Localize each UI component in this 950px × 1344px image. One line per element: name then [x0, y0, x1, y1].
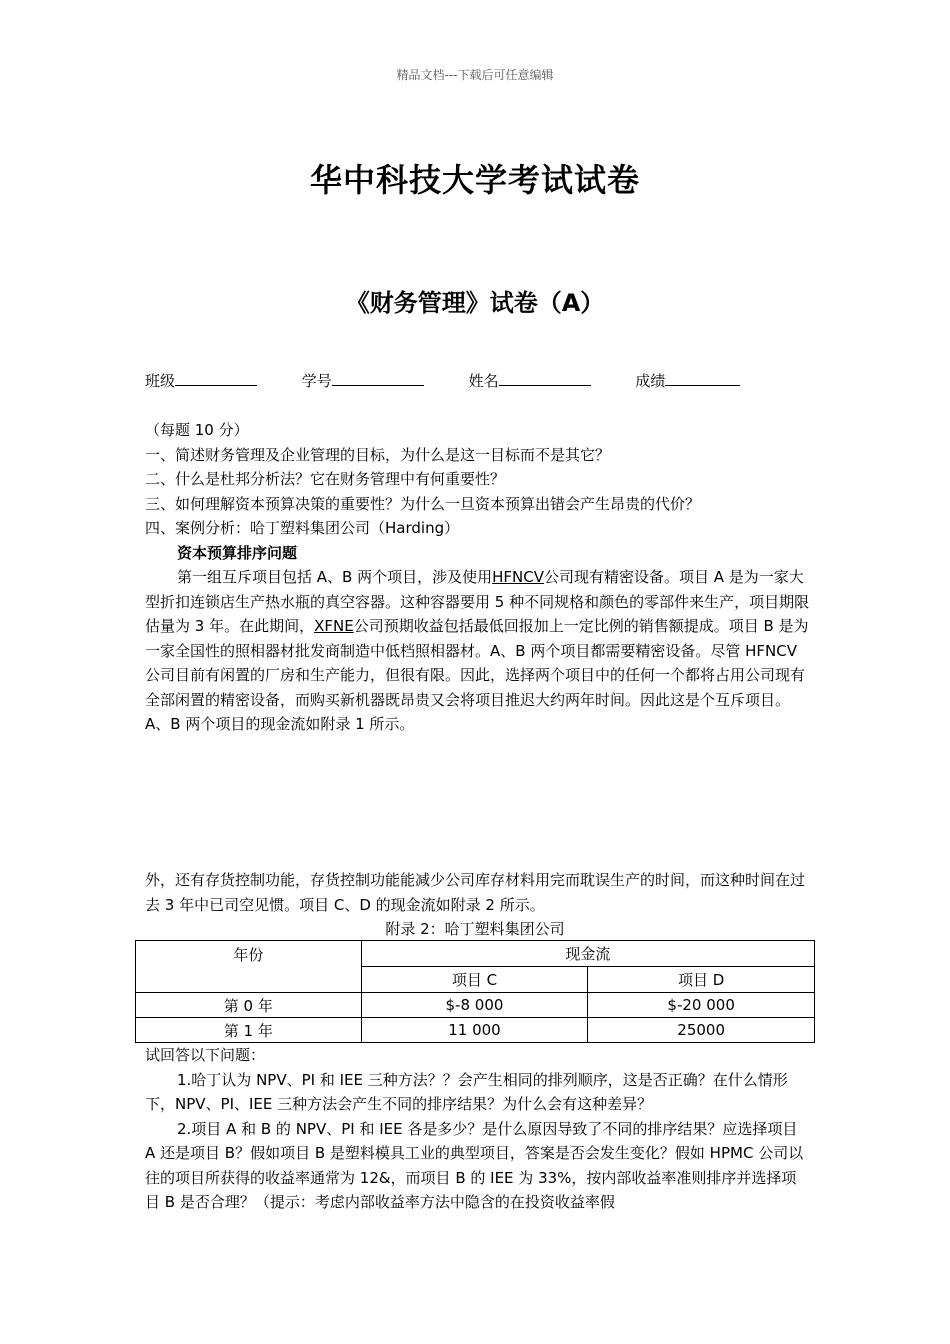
case-paragraph: 第一组互斥项目包括 A、B 两个项目，涉及使用HFNCV公司现有精密设备。项目 A 是为一家大型折扣连锁店生产热水瓶的真空容器。这种容器要用 5 种不同规格和颜色的零部件来生产，项目期限估量为 3 年。在此期间，XFNE公司预期收益包括最低回报加上一定比例的销售额提成。项目 B 是为一家全国性的照相器材批发商制造中低档照相器材。A、B 两个项目都需要精密设备。尽管 HFNCV 公司目前有闲置的厂房和生产能力，但很有限。因此，选择两个项目中的任何一个都将占用公司现有全部闲置的精密设备，而购买新机器既昂贵又会将项目推迟大约两年时间。因此这是个互斥项目。A、B 两个项目的现金流如附录 1 所示。	[145, 568, 810, 733]
main-title: 华中科技大学考试试卷	[309, 161, 640, 199]
answer-question-2: 2.项目 A 和 B 的 NPV、PI 和 IEE 各是多少？是什么原因导致了不同的排序结果？应选择项目 A 还是项目 B？假如项目 B 是塑料模具工业的典型项目，答案是否会发生变化？假如 HPMC 公司以往的项目所获得的收益率通常为 12&，而项目 B 的 IEE 为 33%，按内部收益率准则排序并选择项目 B 是否合理？（提示：考虑内部收益率方法中隐含的在投资收益率假	[145, 1119, 804, 1211]
cashflow-header: 现金流	[361, 941, 814, 967]
answer-question-1: 1.哈丁认为 NPV、PI 和 IEE 三种方法？？会产生相同的排列顺序，这是否正确？在什么情形下，NPV、PI、IEE 三种方法会产生不同的排序结果？为什么会有这种差异？	[145, 1070, 788, 1113]
case-heading: 资本预算排序问题	[177, 543, 298, 562]
company-name-xfne: XFNE	[314, 617, 354, 635]
sub-title: 《财务管理》试卷（A）	[345, 289, 605, 317]
name-field[interactable]: 姓名	[469, 370, 591, 391]
score-field[interactable]: 成绩	[635, 370, 740, 391]
project-d-header: 项目 D	[588, 967, 815, 993]
answer-intro: 试回答以下问题：	[145, 1046, 266, 1064]
class-field[interactable]: 班级	[145, 370, 257, 391]
header-note: 精品文档---下载后可任意编辑	[396, 68, 554, 82]
table-row: 第 0 年 $-8 000 $-20 000	[136, 993, 815, 1018]
score-note: （每题 10 分）	[145, 421, 249, 439]
answers-section	[145, 1043, 810, 1215]
table-caption: 附录 2：哈丁塑料集团公司	[385, 920, 565, 938]
name-blank	[499, 371, 591, 386]
question-3: 三、如何理解资本预算决策的重要性？为什么一旦资本预算出错会产生昂贵的代价？	[145, 494, 701, 513]
question-1: 一、简述财务管理及企业管理的目标，为什么是这一目标而不是其它？	[145, 445, 611, 464]
student-info-fields	[145, 370, 780, 391]
class-blank	[175, 371, 257, 386]
company-name-hfncv: HFNCV	[492, 568, 544, 586]
table-row: 第 1 年 11 000 25000	[136, 1018, 815, 1043]
question-2: 二、什么是杜邦分析法？它在财务管理中有何重要性？	[145, 470, 506, 488]
question-4: 四、案例分析：哈丁塑料集团公司（Harding）	[145, 519, 460, 537]
year-header: 年份	[136, 941, 362, 993]
continuation-text: 外，还有存货控制功能，存货控制功能能减少公司库存材料用完而耽误生产的时间，而这种时间在过去 3 年中已司空见惯。项目 C、D 的现金流如附录 2 所示。	[145, 871, 806, 914]
score-blank	[665, 371, 740, 386]
student-id-blank	[332, 371, 424, 386]
cashflow-table	[135, 940, 815, 1043]
project-c-header: 项目 C	[361, 967, 588, 993]
questions-section	[145, 418, 810, 737]
student-id-field[interactable]: 学号	[302, 370, 424, 391]
